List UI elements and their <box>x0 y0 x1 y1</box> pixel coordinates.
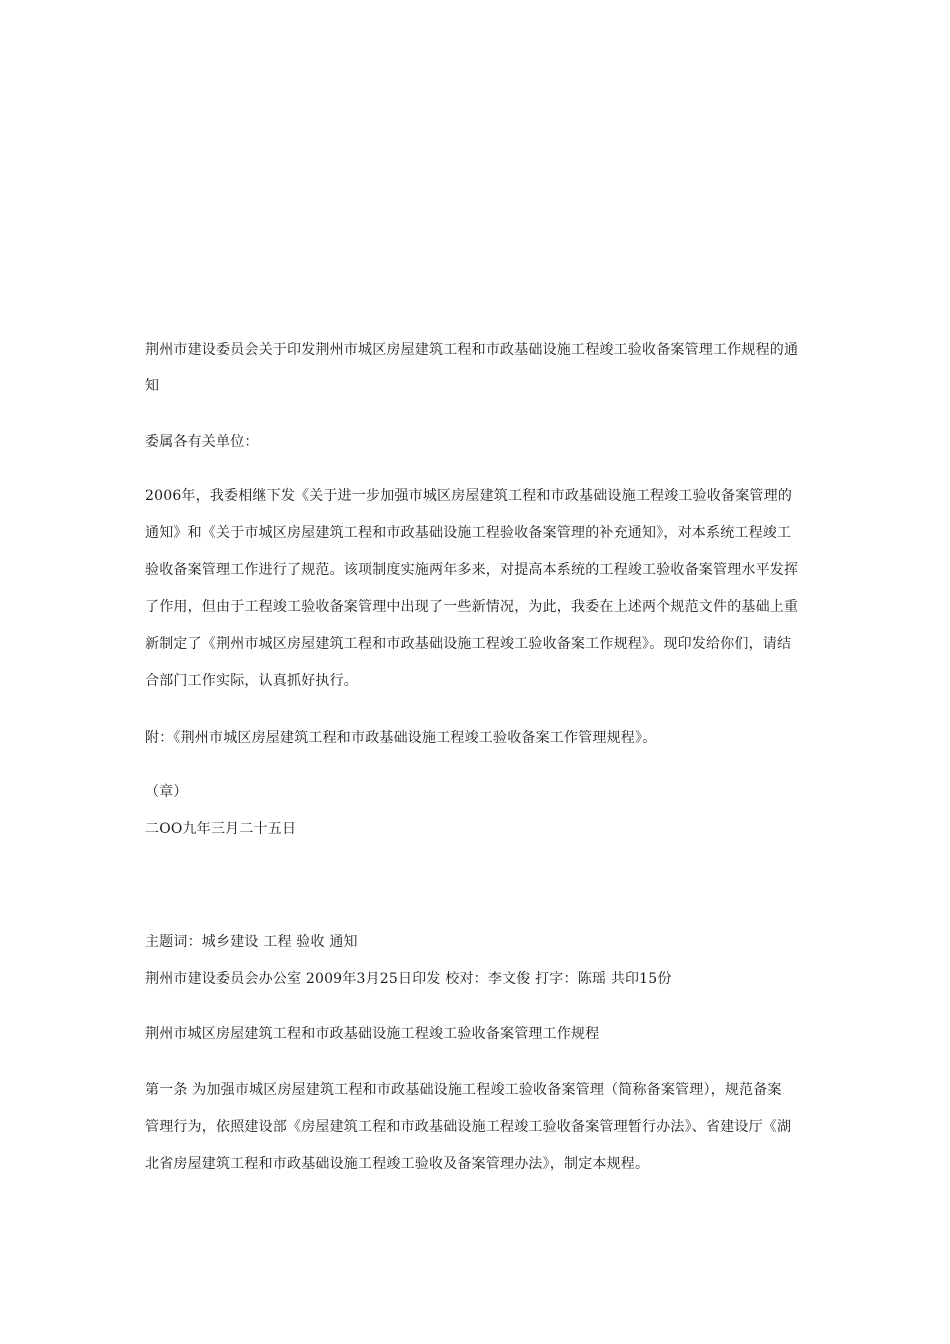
notice-body-line-4: 了作用，但由于工程竣工验收备案管理中出现了一些新情况，为此，我委在上述两个规范文件的基础上重 <box>145 599 799 615</box>
article-1-line-3: 北省房屋建筑工程和市政基础设施工程竣工验收及备案管理办法》，制定本规程。 <box>145 1156 650 1172</box>
article-1-line-1: 第一条 为加强市城区房屋建筑工程和市政基础设施工程竣工验收备案管理（简称备案管理），规范备案 <box>145 1082 782 1098</box>
regulation-title: 荆州市城区房屋建筑工程和市政基础设施工程竣工验收备案管理工作规程 <box>145 1026 600 1042</box>
notice-title-line-1: 荆州市建设委员会关于印发荆州市城区房屋建筑工程和市政基础设施工程竣工验收备案管理工作规程的通 <box>145 342 799 358</box>
notice-seal: （章） <box>145 784 188 800</box>
notice-addressee: 委属各有关单位： <box>145 434 259 450</box>
notice-body-line-2: 通知》和《关于市城区房屋建筑工程和市政基础设施工程验收备案管理的补充通知》，对本系统工程竣工 <box>145 525 792 541</box>
article-1-line-2: 管理行为，依照建设部《房屋建筑工程和市政基础设施工程竣工验收备案管理暂行办法》、省建设厅《湖 <box>145 1119 792 1135</box>
document-page <box>145 0 810 1344</box>
notice-body-line-5: 新制定了《荆州市城区房屋建筑工程和市政基础设施工程竣工验收备案工作规程》。现印发给你们，请结 <box>145 636 792 652</box>
notice-keywords: 主题词：城乡建设 工程 验收 通知 <box>145 934 358 950</box>
notice-body-line-3: 验收备案管理工作进行了规范。该项制度实施两年多来，对提高本系统的工程竣工验收备案管理水平发挥 <box>145 562 799 578</box>
notice-date: 二OO九年三月二十五日 <box>145 821 297 837</box>
notice-body-line-6: 合部门工作实际，认真抓好执行。 <box>145 673 358 689</box>
notice-attachment: 附：《荆州市城区房屋建筑工程和市政基础设施工程竣工验收备案工作管理规程》。 <box>145 730 657 746</box>
notice-title-line-2: 知 <box>145 378 160 394</box>
notice-issuer: 荆州市建设委员会办公室 2009年3月25日印发 校对：李文俊 打字：陈瑶 共印15份 <box>145 971 672 987</box>
notice-body-line-1: 2006年，我委相继下发《关于进一步加强市城区房屋建筑工程和市政基础设施工程竣工验收备案管理的 <box>145 488 793 504</box>
